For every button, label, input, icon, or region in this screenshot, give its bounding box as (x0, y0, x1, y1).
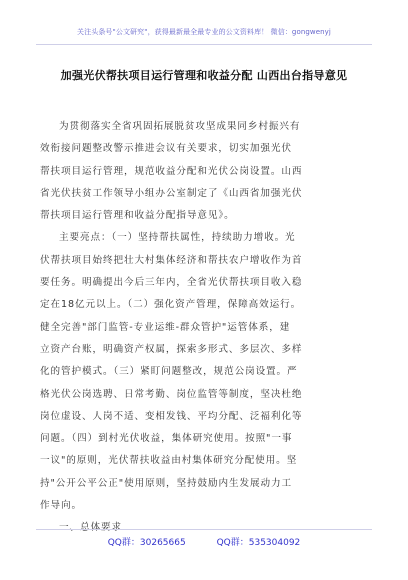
header-promo-note: 关注头条号"公文研究"，获得最新最全最专业的公文资料库！ 微信：gongwenyj (77, 28, 331, 36)
body-line: 一、总体要求 (59, 522, 122, 534)
body-line: 帮扶项目运行管理和收益分配指导意见》。 (40, 210, 235, 222)
body-line: 帮扶项目运行管理，规范收益分配和光伏公岗设置。山西 (40, 165, 303, 177)
body-line: 定在18亿元以上。（二）强化资产管理，保障高效运行。 (40, 299, 302, 311)
body-line: 健全完善"部门监管-专业运维-群众管护"运管体系，建 (40, 321, 291, 333)
body-line: 化的管护模式。（三）紧盯问题整改，规范公岗设置。严 (40, 366, 298, 378)
body-line: 立资产台账，明确资产权属，探索多形式、多层次、多样 (40, 343, 303, 355)
body-line: 格光伏公岗选聘、日常考勤、岗位监管等制度，坚决杜绝 (40, 388, 303, 400)
body-line: 持"公开公平公正"使用原则，坚持鼓励内生发展动力工 (40, 477, 292, 489)
body-line: 要任务。明确提出今后三年内，全省光伏帮扶项目收入稳 (40, 277, 303, 289)
body-line: 效衔接问题整改警示推进会议有关要求，切实加强光伏 (40, 143, 292, 155)
header-divider (36, 44, 372, 45)
body-line: 一议"的原则，光伏帮扶收益由村集体研究分配使用。坚 (40, 455, 298, 467)
footer-divider (36, 529, 372, 530)
body-line: 伏帮扶项目始终把壮大村集体经济和帮扶农户增收作为首 (40, 254, 303, 266)
document-title: 加强光伏帮扶项目运行管理和收益分配 山西出台指导意见 (60, 69, 348, 82)
document-body (40, 116, 370, 540)
body-line: 问题。（四）到村光伏收益，集体研究使用。按照"一事 (40, 433, 293, 445)
body-line: 主要亮点：（一）坚持帮扶属性，持续助力增收。光 (59, 232, 296, 244)
body-line: 岗位虚设、人岗不适、变相发钱、平均分配、泛福利化等 (40, 410, 303, 422)
footer-qq-group-1: QQ群：30265665 (107, 538, 186, 548)
body-line: 作导向。 (40, 500, 82, 512)
footer-qq-group-2: QQ群：535304092 (216, 538, 301, 548)
body-line: 为贯彻落实全省巩固拓展脱贫攻坚成果同乡村振兴有 (59, 121, 301, 132)
footer (0, 535, 408, 548)
body-line: 省光伏扶贫工作领导小组办公室制定了《山西省加强光伏 (40, 187, 303, 199)
